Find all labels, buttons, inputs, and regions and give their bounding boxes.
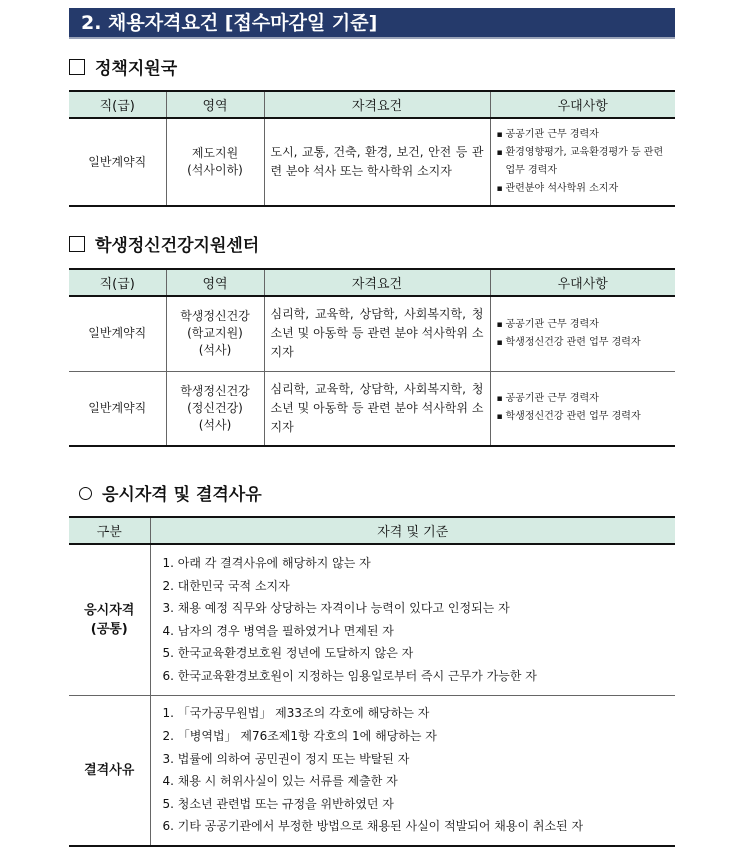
- table-row: [69, 544, 675, 695]
- section2-table: [69, 268, 675, 447]
- section1-title: 정책지원국: [95, 59, 178, 79]
- criteria-item: 5. 한국교육환경보호원 정년에 도달하지 않은 자: [162, 646, 414, 661]
- table-row: [69, 371, 675, 446]
- category-line: 응시자격: [84, 602, 135, 618]
- area-line: (석사): [198, 343, 232, 358]
- criteria-cell: [150, 544, 675, 695]
- criteria-item: 3. 법률에 의하여 공민권이 정지 또는 박탈된 자: [162, 751, 410, 766]
- preference-cell: [490, 371, 675, 446]
- criteria-item: 4. 남자의 경우 병역을 필하였거나 면제된 자: [162, 623, 394, 638]
- criteria-item: 5. 청소년 관련법 또는 규정을 위반하였던 자: [162, 796, 394, 811]
- table-row: [69, 118, 675, 206]
- section2-title-wrap: [69, 234, 259, 258]
- requirement-cell: 심리학, 교육학, 상담학, 사회복지학, 청소년 및 아동학 등 관련 분야 석사학위 소지자: [264, 296, 490, 371]
- table-header-row: [69, 91, 675, 118]
- checkbox-square-icon: [69, 59, 85, 75]
- preference-item: ▪ 학생정신건강 관련 업무 경력자: [497, 334, 670, 352]
- area-line: (학교지원): [187, 326, 243, 341]
- preference-cell: [490, 296, 675, 371]
- col-header-grade: 직(급): [69, 269, 166, 296]
- preference-item: ▪ 공공기관 근무 경력자: [497, 390, 670, 408]
- area-cell: [166, 371, 264, 446]
- col-header-preference: 우대사항: [490, 91, 675, 118]
- criteria-item: 3. 채용 예정 직무와 상당하는 자격이나 능력이 있다고 인정되는 자: [162, 601, 510, 616]
- area-line: 학생정신건강: [180, 383, 250, 398]
- category-cell: [69, 544, 150, 695]
- grade-cell: 일반계약직: [69, 296, 166, 371]
- preference-cell: [490, 118, 675, 206]
- preference-item: ▪ 공공기관 근무 경력자: [497, 126, 670, 144]
- area-cell: [166, 296, 264, 371]
- grade-cell: 일반계약직: [69, 371, 166, 446]
- col-header-requirement: 자격요건: [264, 269, 490, 296]
- criteria-item: 6. 한국교육환경보호원이 지정하는 임용일로부터 즉시 근무가 가능한 자: [162, 668, 537, 683]
- checkbox-square-icon: [69, 236, 85, 252]
- section3-table: [69, 516, 675, 847]
- category-line: 결격사유: [84, 762, 135, 778]
- col-header-area: 영역: [166, 91, 264, 118]
- preference-item: ▪ 관련분야 석사학위 소지자: [497, 180, 670, 198]
- area-cell: [166, 118, 264, 206]
- section2-title: 학생정신건강지원센터: [95, 236, 260, 256]
- col-header-area: 영역: [166, 269, 264, 296]
- table-header-row: [69, 269, 675, 296]
- header-title: 2. 채용자격요건 [접수마감일 기준]: [69, 8, 675, 39]
- section3-title: 응시자격 및 결격사유: [102, 485, 262, 505]
- col-header-preference: 우대사항: [490, 269, 675, 296]
- area-line: (석사): [198, 417, 232, 432]
- category-line: (공통): [90, 621, 128, 637]
- col-header-category: 구분: [69, 517, 150, 544]
- section3-title-wrap: [69, 483, 262, 507]
- category-cell: [69, 695, 150, 846]
- criteria-item: 1. 아래 각 결격사유에 해당하지 않는 자: [162, 555, 371, 570]
- preference-item: ▪ 환경영향평가, 교육환경평가 등 관련 업무 경력자: [497, 144, 670, 180]
- table-row: [69, 296, 675, 371]
- requirement-cell: 도시, 교통, 건축, 환경, 보건, 안전 등 관련 분야 석사 또는 학사학위 소지자: [264, 118, 490, 206]
- col-header-requirement: 자격요건: [264, 91, 490, 118]
- preference-item: ▪ 학생정신건강 관련 업무 경력자: [497, 408, 670, 426]
- col-header-grade: 직(급): [69, 91, 166, 118]
- table-header-row: [69, 517, 675, 544]
- table-row: [69, 695, 675, 846]
- criteria-item: 4. 채용 시 허위사실이 있는 서류를 제출한 자: [162, 774, 398, 789]
- requirement-cell: 심리학, 교육학, 상담학, 사회복지학, 청소년 및 아동학 등 관련 분야 석사학위 소지자: [264, 371, 490, 446]
- area-line: 제도지원: [191, 146, 239, 160]
- circle-bullet-icon: [79, 487, 92, 500]
- criteria-cell: [150, 695, 675, 846]
- criteria-item: 1. 「국가공무원법」 제33조의 각호에 해당하는 자: [162, 706, 430, 721]
- col-header-criteria: 자격 및 기준: [150, 517, 675, 544]
- area-line: (석사이하): [187, 163, 243, 177]
- section1-title-wrap: [69, 57, 177, 81]
- criteria-item: 2. 「병역법」 제76조제1항 각호의 1에 해당하는 자: [162, 729, 437, 744]
- grade-cell: 일반계약직: [69, 118, 166, 206]
- preference-item: ▪ 공공기관 근무 경력자: [497, 316, 670, 334]
- area-line: 학생정신건강: [180, 309, 250, 324]
- section1-table: [69, 90, 675, 207]
- area-line: (정신건강): [187, 400, 243, 415]
- criteria-item: 2. 대한민국 국적 소지자: [162, 578, 290, 593]
- criteria-item: 6. 기타 공공기관에서 부정한 방법으로 채용된 사실이 적발되어 채용이 취소된 자: [162, 819, 584, 834]
